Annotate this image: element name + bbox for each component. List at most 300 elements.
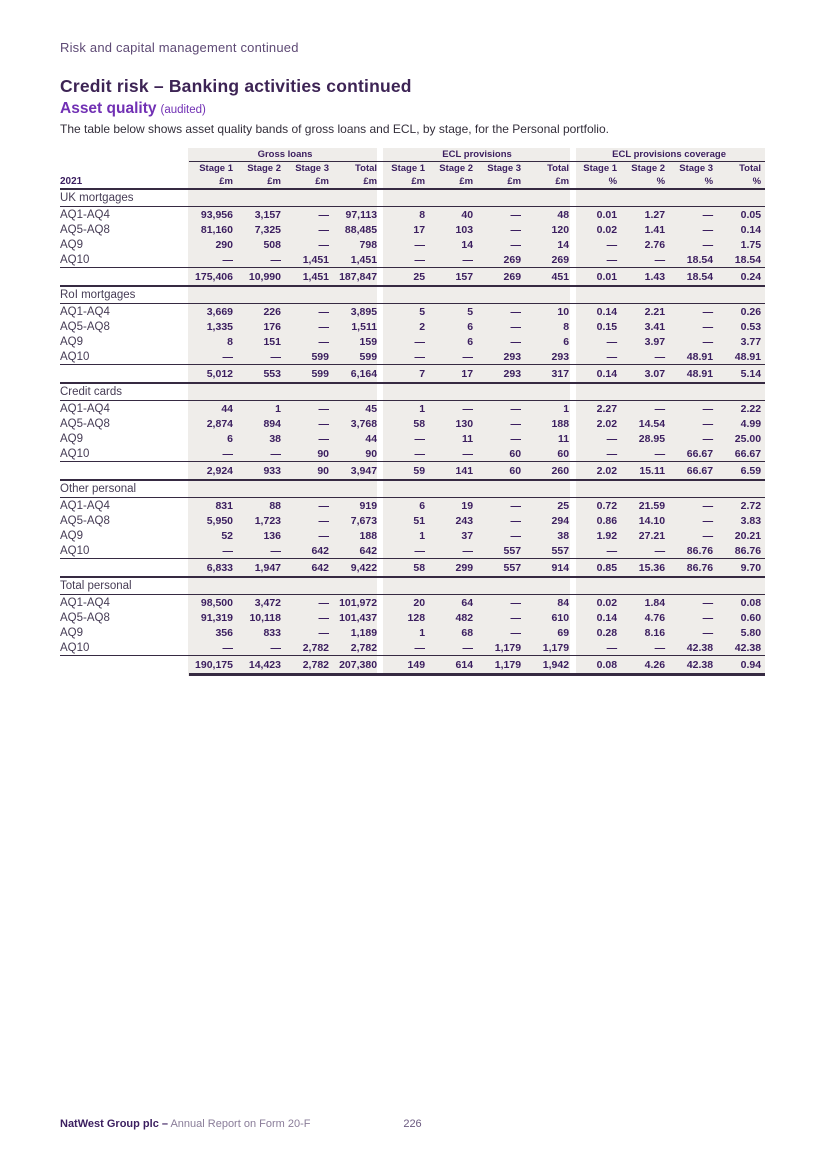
- cell-value: 1,451: [302, 253, 329, 266]
- cell-value: 151: [263, 335, 281, 348]
- cell-value: 45: [365, 402, 378, 415]
- table-row: [60, 640, 765, 656]
- total-cell-value: 5,012: [189, 365, 237, 384]
- total-cell-value: 17: [429, 365, 477, 384]
- cell-value: 5: [467, 305, 474, 318]
- cell-value: —: [414, 335, 426, 348]
- cell-value: 1,451: [350, 253, 378, 266]
- total-cell-value: 557: [477, 559, 525, 578]
- unit-label-0-3: £m: [333, 175, 381, 189]
- table-row: [60, 319, 765, 334]
- cell-value: —: [318, 499, 329, 512]
- cell-value: 0.14: [740, 223, 762, 236]
- total-cell-value: 914: [525, 559, 573, 578]
- cell-value: —: [414, 238, 426, 251]
- cell-value: 38: [269, 432, 281, 445]
- cell-value: 64: [461, 596, 474, 609]
- cell-value: —: [318, 417, 329, 430]
- cell-value: 21.59: [638, 499, 666, 512]
- row-label: AQ9: [60, 432, 84, 445]
- cell-value: 508: [263, 238, 281, 251]
- section-total-row: [60, 559, 765, 578]
- stage-header-1-1: Stage 2: [439, 163, 474, 174]
- total-cell-value: 86.76: [669, 559, 717, 578]
- cell-value: 293: [551, 350, 570, 363]
- cell-value: —: [270, 641, 281, 654]
- section-total-row: [60, 268, 765, 287]
- cell-value: —: [606, 544, 618, 557]
- cell-value: 10,118: [249, 611, 281, 624]
- section-total-row: [60, 365, 765, 384]
- total-cell-value: 6,833: [189, 559, 237, 578]
- total-cell-value: 269: [477, 268, 525, 287]
- total-cell-value: 48.91: [669, 365, 717, 384]
- total-row-spacer: [60, 462, 189, 481]
- section-label: Credit cards: [60, 383, 765, 401]
- stage-header-spacer: [60, 162, 189, 176]
- cell-value: 3.41: [644, 320, 666, 333]
- cell-value: 88: [269, 499, 281, 512]
- table-row: [60, 528, 765, 543]
- total-cell-value: 299: [429, 559, 477, 578]
- cell-value: —: [702, 208, 714, 221]
- cell-value: —: [222, 641, 233, 654]
- unit-label-1-3: £m: [525, 175, 573, 189]
- cell-value: —: [606, 432, 618, 445]
- total-cell-value: 1,942: [525, 656, 573, 675]
- cell-value: —: [606, 238, 618, 251]
- cell-value: —: [654, 447, 666, 460]
- cell-value: —: [270, 447, 281, 460]
- total-row-spacer: [60, 365, 189, 384]
- cell-value: 69: [557, 626, 570, 639]
- section-total-row: [60, 462, 765, 481]
- cell-value: 1.84: [644, 596, 666, 609]
- total-cell-value: 0.85: [573, 559, 621, 578]
- row-label: AQ5-AQ8: [60, 320, 110, 333]
- stage-header-2-2: Stage 3: [679, 163, 714, 174]
- cell-value: —: [318, 223, 329, 236]
- cell-value: —: [510, 335, 522, 348]
- cell-value: —: [606, 350, 618, 363]
- cell-value: —: [654, 402, 666, 415]
- cell-value: 14.10: [638, 514, 666, 527]
- cell-value: —: [462, 544, 474, 557]
- stage-header-0-2: Stage 3: [295, 163, 329, 174]
- cell-value: 0.72: [596, 499, 618, 512]
- cell-value: 86.76: [686, 544, 714, 557]
- total-cell-value: 614: [429, 656, 477, 675]
- cell-value: 6: [227, 432, 233, 445]
- cell-value: 60: [509, 447, 522, 460]
- audited-label: (audited): [160, 104, 206, 116]
- cell-value: 0.86: [596, 514, 618, 527]
- cell-value: —: [510, 320, 522, 333]
- cell-value: 0.15: [596, 320, 618, 333]
- cell-value: —: [318, 529, 329, 542]
- total-cell-value: 18.54: [669, 268, 717, 287]
- cell-value: —: [270, 544, 281, 557]
- total-cell-value: 42.38: [669, 656, 717, 675]
- row-label: AQ5-AQ8: [60, 514, 110, 527]
- unit-label-1-0: £m: [381, 175, 429, 189]
- stage-header-row: [60, 162, 765, 176]
- cell-value: —: [414, 641, 426, 654]
- cell-value: 0.14: [596, 305, 618, 318]
- cell-value: —: [702, 596, 714, 609]
- total-cell-value: 10,990: [237, 268, 285, 287]
- cell-value: 52: [221, 529, 233, 542]
- cell-value: —: [318, 611, 329, 624]
- cell-value: 1,179: [542, 641, 570, 654]
- cell-value: 90: [365, 447, 378, 460]
- cell-value: 136: [263, 529, 281, 542]
- cell-value: 86.76: [734, 544, 762, 557]
- section-row: [60, 480, 765, 498]
- cell-value: 1,511: [351, 320, 378, 333]
- table-row: [60, 252, 765, 268]
- group-header-2: ECL provisions coverage: [573, 148, 765, 162]
- cell-value: 642: [359, 544, 378, 557]
- cell-value: 1,335: [206, 320, 233, 333]
- cell-value: —: [702, 417, 714, 430]
- cell-value: 48.91: [734, 350, 762, 363]
- cell-value: 98,500: [200, 596, 233, 609]
- total-cell-value: 293: [477, 365, 525, 384]
- cell-value: —: [318, 335, 329, 348]
- stage-header-0-3: Total: [355, 163, 378, 174]
- cell-value: —: [318, 402, 329, 415]
- cell-value: 0.05: [740, 208, 762, 221]
- cell-value: 101,437: [339, 611, 378, 624]
- cell-value: 599: [311, 350, 329, 363]
- cell-value: —: [414, 253, 426, 266]
- cell-value: —: [510, 238, 522, 251]
- cell-value: —: [702, 529, 714, 542]
- cell-value: —: [702, 626, 714, 639]
- total-cell-value: 66.67: [669, 462, 717, 481]
- section-row: [60, 383, 765, 401]
- cell-value: 831: [215, 499, 233, 512]
- total-cell-value: 553: [237, 365, 285, 384]
- cell-value: —: [702, 238, 714, 251]
- cell-value: 6: [467, 335, 474, 348]
- cell-value: —: [510, 417, 522, 430]
- total-cell-value: 15.11: [621, 462, 669, 481]
- cell-value: —: [462, 641, 474, 654]
- cell-value: 48.91: [686, 350, 714, 363]
- page-footer: [60, 1118, 765, 1130]
- cell-value: 2.72: [740, 499, 762, 512]
- cell-value: —: [510, 596, 522, 609]
- cell-value: 93,956: [200, 208, 233, 221]
- cell-value: 60: [557, 447, 570, 460]
- cell-value: 42.38: [686, 641, 714, 654]
- cell-value: 833: [263, 626, 281, 639]
- cell-value: 68: [461, 626, 474, 639]
- cell-value: 2.21: [644, 305, 666, 318]
- cell-value: 84: [557, 596, 570, 609]
- cell-value: 1.41: [644, 223, 666, 236]
- cell-value: 557: [503, 544, 522, 557]
- total-cell-value: 25: [381, 268, 429, 287]
- cell-value: —: [462, 253, 474, 266]
- cell-value: 37: [461, 529, 474, 542]
- total-cell-value: 2,782: [285, 656, 333, 675]
- table-row: [60, 222, 765, 237]
- cell-value: 10: [557, 305, 570, 318]
- cell-value: 1.27: [644, 208, 666, 221]
- cell-value: 8: [419, 208, 426, 221]
- cell-value: 4.99: [740, 417, 762, 430]
- total-cell-value: 157: [429, 268, 477, 287]
- cell-value: —: [702, 402, 714, 415]
- total-cell-value: 0.01: [573, 268, 621, 287]
- table-row: [60, 595, 765, 611]
- cell-value: 293: [503, 350, 522, 363]
- table-row: [60, 416, 765, 431]
- table-row: [60, 446, 765, 462]
- cell-value: —: [702, 223, 714, 236]
- total-cell-value: 1,947: [237, 559, 285, 578]
- cell-value: 2.27: [596, 402, 618, 415]
- unit-label-2-3: %: [717, 175, 765, 189]
- cell-value: —: [702, 305, 714, 318]
- stage-header-0-1: Stage 2: [247, 163, 281, 174]
- cell-value: 0.02: [596, 596, 618, 609]
- total-cell-value: 6.59: [717, 462, 765, 481]
- table-row: [60, 237, 765, 252]
- cell-value: 66.67: [734, 447, 762, 460]
- total-cell-value: 1.43: [621, 268, 669, 287]
- footer-page-number: 226: [403, 1118, 422, 1130]
- cell-value: 19: [461, 499, 474, 512]
- cell-value: —: [318, 305, 329, 318]
- cell-value: 269: [503, 253, 522, 266]
- table-row: [60, 304, 765, 320]
- section-label: Other personal: [60, 480, 765, 498]
- table-row: [60, 610, 765, 625]
- cell-value: 14.54: [638, 417, 666, 430]
- cell-value: 66.67: [686, 447, 714, 460]
- cell-value: —: [510, 626, 522, 639]
- cell-value: —: [510, 402, 522, 415]
- row-label: AQ10: [60, 350, 90, 363]
- cell-value: 8: [563, 320, 570, 333]
- cell-value: 1: [419, 626, 426, 639]
- total-cell-value: 599: [285, 365, 333, 384]
- total-cell-value: 187,847: [333, 268, 381, 287]
- cell-value: 20: [413, 596, 426, 609]
- cell-value: 3.97: [644, 335, 666, 348]
- cell-value: 128: [407, 611, 426, 624]
- cell-value: 919: [359, 499, 378, 512]
- cell-value: —: [606, 447, 618, 460]
- unit-label-0-1: £m: [237, 175, 285, 189]
- row-label: AQ10: [60, 253, 90, 266]
- cell-value: 40: [461, 208, 474, 221]
- cell-value: —: [510, 514, 522, 527]
- section-total-row: [60, 656, 765, 675]
- footer-brand: NatWest Group plc: [60, 1118, 159, 1130]
- cell-value: —: [510, 305, 522, 318]
- row-label: AQ1-AQ4: [60, 402, 110, 415]
- cell-value: 6: [563, 335, 570, 348]
- cell-value: —: [222, 253, 233, 266]
- total-cell-value: 190,175: [189, 656, 237, 675]
- cell-value: 188: [551, 417, 570, 430]
- total-cell-value: 0.08: [573, 656, 621, 675]
- total-cell-value: 141: [429, 462, 477, 481]
- total-cell-value: 451: [525, 268, 573, 287]
- cell-value: 642: [311, 544, 329, 557]
- cell-value: 130: [455, 417, 474, 430]
- cell-value: —: [414, 432, 426, 445]
- cell-value: —: [222, 447, 233, 460]
- cell-value: 226: [263, 305, 281, 318]
- unit-label-0-2: £m: [285, 175, 333, 189]
- section-label: RoI mortgages: [60, 286, 765, 304]
- total-cell-value: 2,924: [189, 462, 237, 481]
- cell-value: 51: [413, 514, 426, 527]
- total-cell-value: 317: [525, 365, 573, 384]
- cell-value: 14: [461, 238, 474, 251]
- cell-value: —: [654, 253, 666, 266]
- row-label: AQ9: [60, 626, 84, 639]
- table-row: [60, 543, 765, 559]
- cell-value: 1: [563, 402, 570, 415]
- cell-value: 290: [215, 238, 233, 251]
- cell-value: —: [702, 335, 714, 348]
- cell-value: 243: [455, 514, 474, 527]
- cell-value: —: [510, 529, 522, 542]
- total-cell-value: 15.36: [621, 559, 669, 578]
- total-cell-value: 58: [381, 559, 429, 578]
- cell-value: 58: [413, 417, 426, 430]
- cell-value: 17: [413, 223, 426, 236]
- cell-value: —: [318, 208, 329, 221]
- total-cell-value: 175,406: [189, 268, 237, 287]
- unit-label-1-1: £m: [429, 175, 477, 189]
- cell-value: 1.92: [596, 529, 618, 542]
- cell-value: 27.21: [638, 529, 666, 542]
- total-cell-value: 1,179: [477, 656, 525, 675]
- total-cell-value: 1,451: [285, 268, 333, 287]
- cell-value: —: [462, 350, 474, 363]
- cell-value: —: [510, 208, 522, 221]
- total-cell-value: 642: [285, 559, 333, 578]
- cell-value: —: [702, 611, 714, 624]
- cell-value: —: [606, 335, 618, 348]
- cell-value: —: [702, 499, 714, 512]
- cell-value: 2,782: [302, 641, 329, 654]
- cell-value: 2: [419, 320, 426, 333]
- row-label: AQ10: [60, 544, 90, 557]
- cell-value: 8: [227, 335, 233, 348]
- asset-quality-table-wrap: [60, 148, 765, 676]
- cell-value: 1: [419, 529, 426, 542]
- unit-label-2-2: %: [669, 175, 717, 189]
- row-label: AQ9: [60, 238, 84, 251]
- cell-value: —: [702, 320, 714, 333]
- total-cell-value: 0.24: [717, 268, 765, 287]
- table-row: [60, 431, 765, 446]
- cell-value: 38: [557, 529, 570, 542]
- subtitle-text: Asset quality: [60, 100, 157, 117]
- stage-header-1-3: Total: [547, 163, 570, 174]
- footer-report-title: Annual Report on Form 20-F: [170, 1118, 311, 1130]
- cell-value: 6: [419, 499, 426, 512]
- cell-value: —: [654, 641, 666, 654]
- unit-label-2-0: %: [573, 175, 621, 189]
- page-title: Credit risk – Banking activities continued: [60, 76, 412, 96]
- cell-value: 101,972: [339, 596, 378, 609]
- cell-value: 25: [557, 499, 570, 512]
- section-label: Total personal: [60, 577, 765, 595]
- cell-value: 3,895: [350, 305, 378, 318]
- total-cell-value: 3.07: [621, 365, 669, 384]
- cell-value: 159: [359, 335, 378, 348]
- cell-value: 0.08: [740, 596, 762, 609]
- unit-label-0-0: £m: [189, 175, 237, 189]
- cell-value: —: [606, 641, 618, 654]
- total-cell-value: 2.02: [573, 462, 621, 481]
- group-header-0: Gross loans: [189, 148, 381, 162]
- cell-value: 557: [551, 544, 570, 557]
- cell-value: 0.26: [740, 305, 762, 318]
- cell-value: —: [462, 447, 474, 460]
- row-label: AQ5-AQ8: [60, 223, 110, 236]
- cell-value: —: [318, 626, 329, 639]
- cell-value: —: [318, 596, 329, 609]
- stage-header-0-0: Stage 1: [199, 163, 233, 174]
- year-label: 2021: [60, 175, 189, 189]
- stage-header-1-2: Stage 3: [487, 163, 522, 174]
- group-header-row: [60, 148, 765, 162]
- row-label: AQ10: [60, 447, 90, 460]
- stage-header-1-0: Stage 1: [391, 163, 426, 174]
- total-cell-value: 6,164: [333, 365, 381, 384]
- cell-value: 42.38: [734, 641, 762, 654]
- cell-value: 294: [551, 514, 570, 527]
- cell-value: 0.01: [596, 208, 618, 221]
- total-cell-value: 9.70: [717, 559, 765, 578]
- cell-value: 894: [263, 417, 281, 430]
- breadcrumb: Risk and capital management continued: [60, 40, 299, 55]
- cell-value: 3,157: [254, 208, 281, 221]
- cell-value: 0.53: [740, 320, 762, 333]
- units-row: [60, 175, 765, 189]
- stage-header-2-1: Stage 2: [631, 163, 666, 174]
- stage-header-2-3: Total: [739, 163, 762, 174]
- cell-value: 25.00: [734, 432, 762, 445]
- cell-value: 3.77: [740, 335, 762, 348]
- row-label: AQ1-AQ4: [60, 596, 110, 609]
- table-row: [60, 401, 765, 417]
- cell-value: 6: [467, 320, 474, 333]
- total-cell-value: 0.14: [573, 365, 621, 384]
- total-cell-value: 5.14: [717, 365, 765, 384]
- table-row: [60, 334, 765, 349]
- cell-value: 2.02: [596, 417, 618, 430]
- total-cell-value: 933: [237, 462, 285, 481]
- total-cell-value: 149: [381, 656, 429, 675]
- cell-value: —: [270, 253, 281, 266]
- cell-value: —: [654, 544, 666, 557]
- cell-value: 103: [455, 223, 474, 236]
- cell-value: 0.60: [740, 611, 762, 624]
- cell-value: 1,189: [350, 626, 378, 639]
